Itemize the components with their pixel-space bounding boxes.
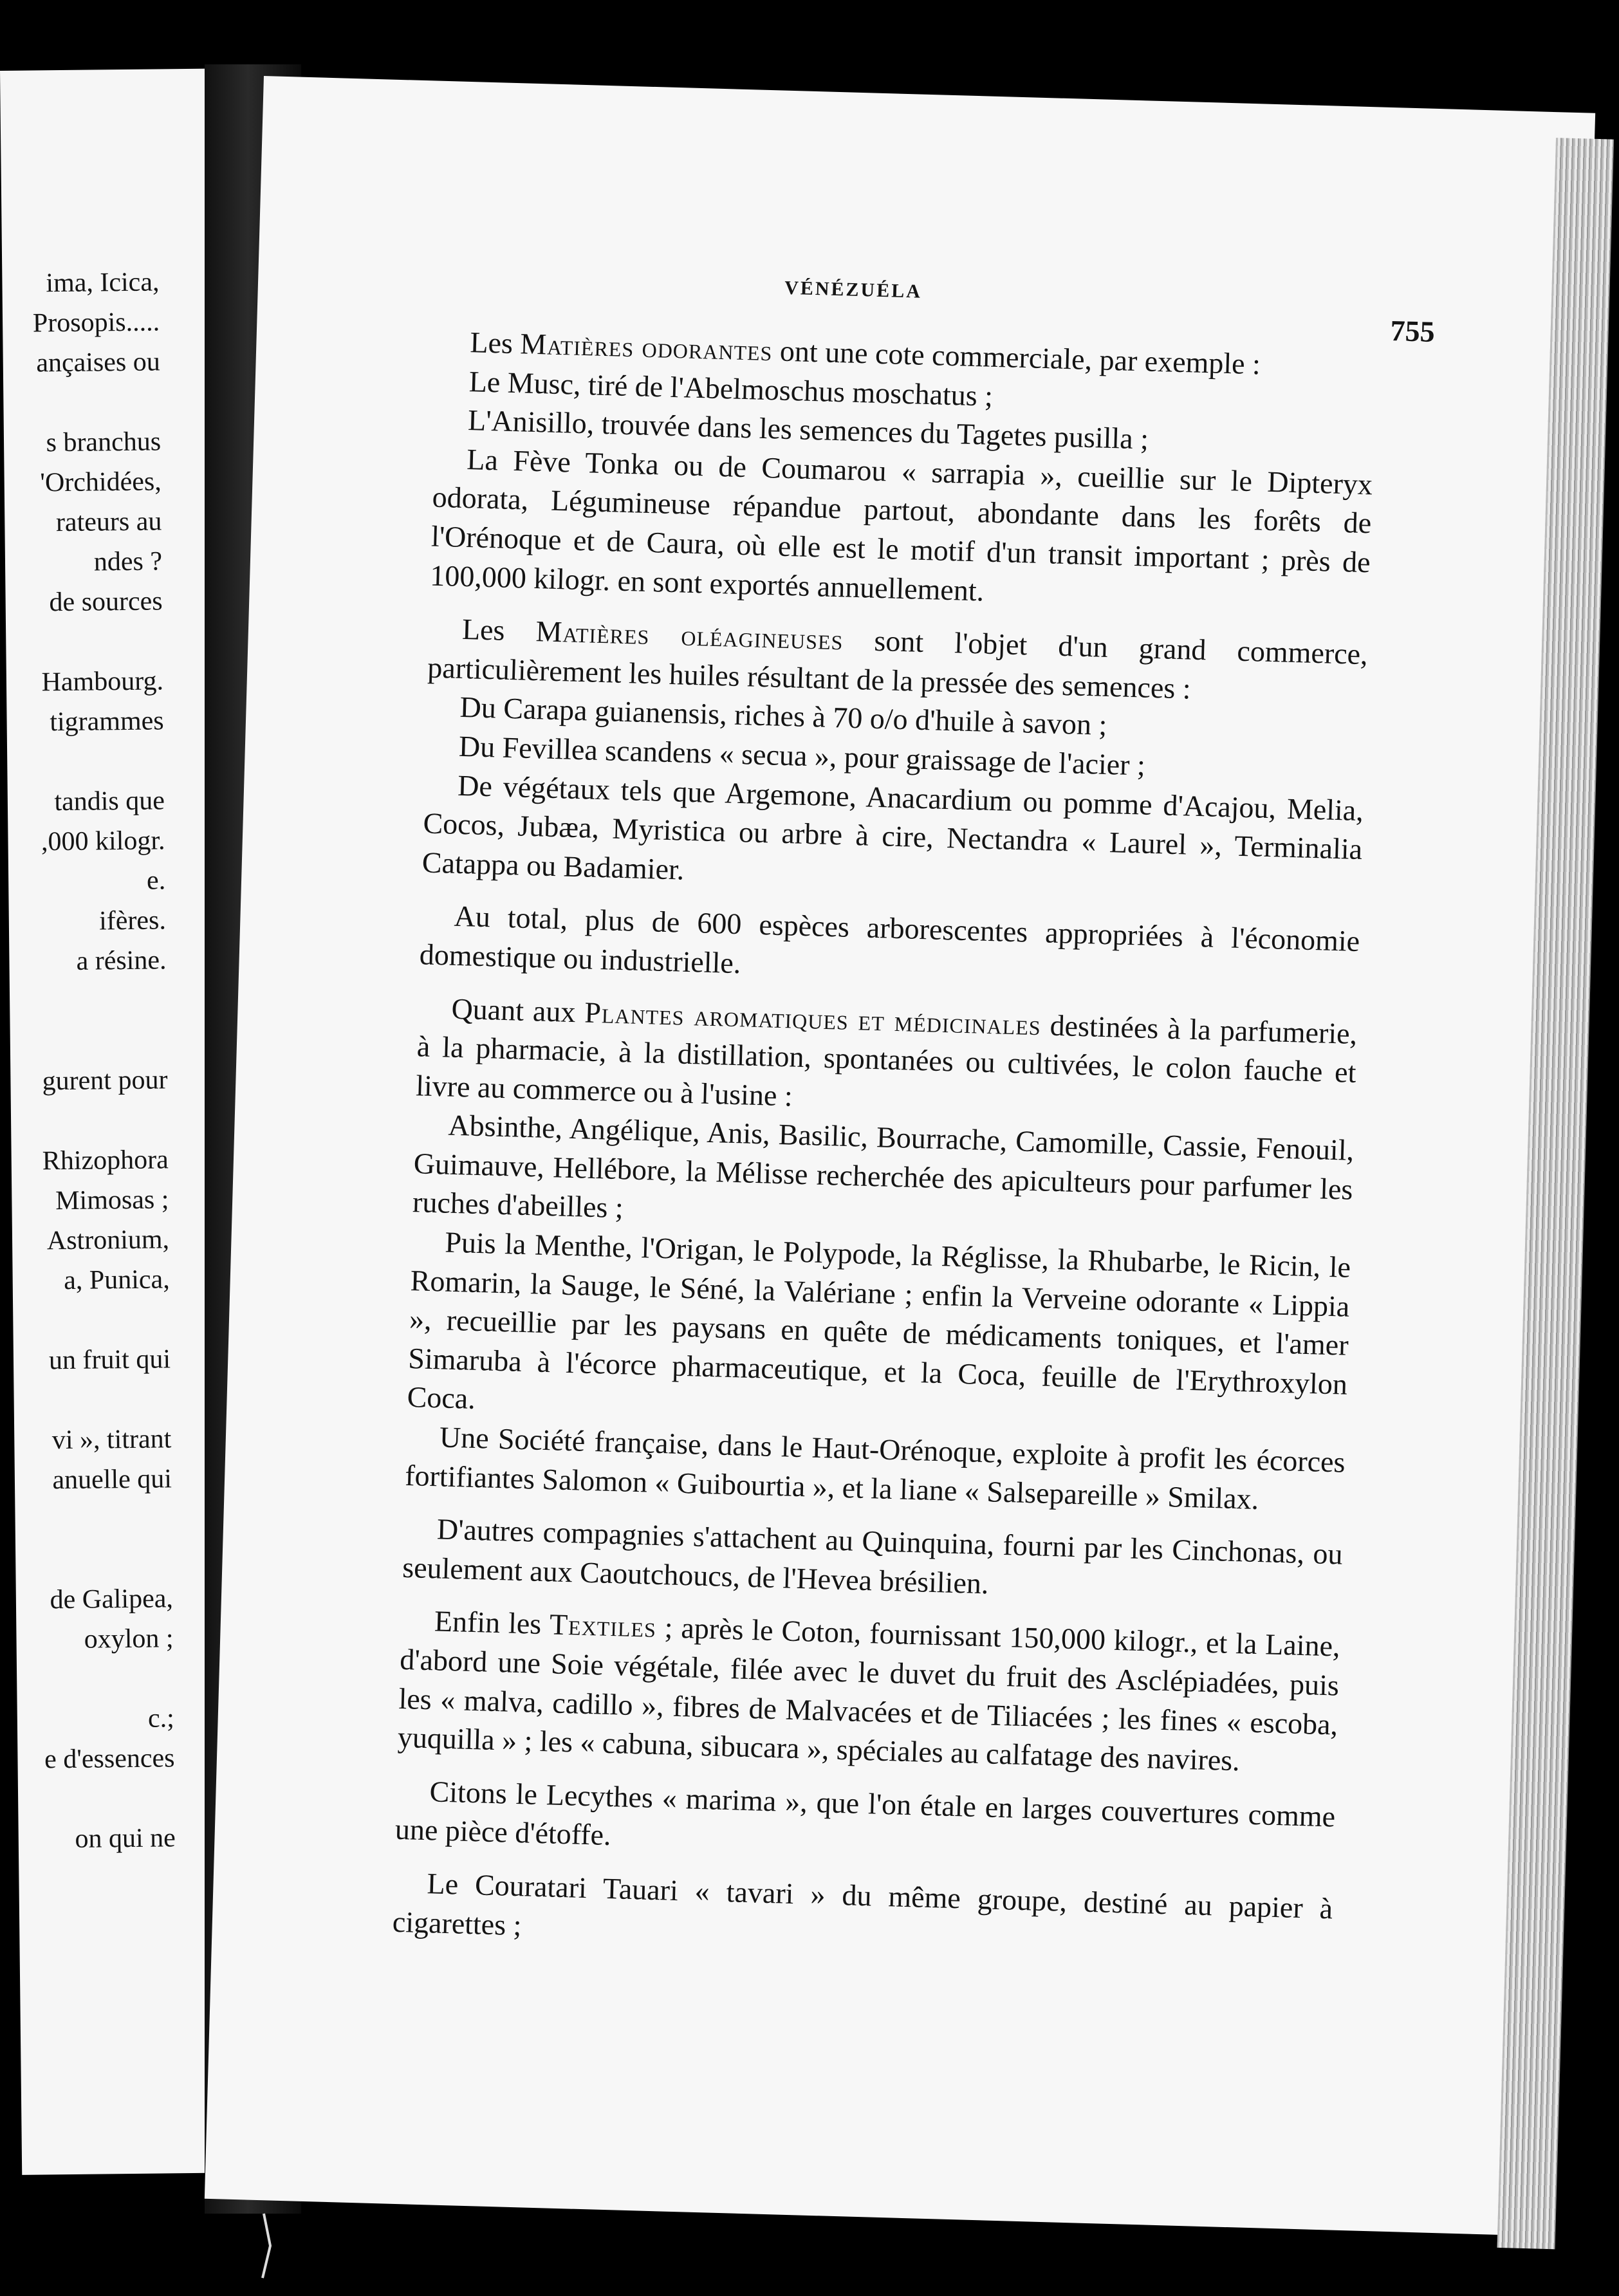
- left-page-line: ançaises ou: [36, 347, 160, 378]
- main-page: [205, 76, 1595, 2236]
- left-page-line: [0, 1020, 167, 1062]
- left-page-line: oxylon ;: [84, 1624, 174, 1654]
- smallcaps-term: Textiles: [549, 1607, 657, 1644]
- left-page-line: a, Punica,: [63, 1264, 170, 1296]
- paragraph: De végétaux tels que Argemone, Anacardium ou pomme d'Acajou, Melia, Cocos, Jubæa, Myristica ou arbre à cire, Nectandra « Laurel », Terminalia Catappa ou Badamier.: [421, 768, 1364, 886]
- page-number: 755: [1389, 314, 1436, 348]
- left-page-line: [0, 741, 165, 783]
- paragraph: Citons le Lecythes « marima », que l'on étale en larges couvertures comme une pièce d'étoffe.: [394, 1775, 1336, 1852]
- paragraph-text: ; après le Coton, fournissant 150,000 kilogr., et la Laine, d'abord une Soie végétale, filée avec le duvet du fruit des Asclépiadées, puis les « malva, cadillo », fibres de Malvacées et de Tiliacées ; les fines « escoba, yuquilla » ; les « cabuna, sibucara », spéciales au calfatage des navires.: [397, 1611, 1341, 1777]
- left-page-line: de Galipea,: [50, 1584, 174, 1615]
- paragraph: Puis la Menthe, l'Origan, le Polypode, la Réglisse, la Rhubarbe, le Ricin, le Romarin, la Sauge, le Séné, la Valériane ; enfin la Verveine odorante « Lippia », recueillie par les paysans en quête de médicaments toniques, et l'amer Simaruba à l'écorce pharmaceutique, et la Coca, feuille de l'Erythroxylon Coca.: [407, 1225, 1351, 1416]
- running-head: VÉNÉZUÉLA: [784, 277, 923, 302]
- left-page-line: ima, Icica,: [46, 267, 160, 299]
- left-page-line: [0, 1658, 174, 1701]
- left-page-line: [0, 382, 161, 424]
- paragraph-text: ont une cote commerciale, par exemple :: [772, 334, 1261, 381]
- paragraph-text: sont l'objet d'un grand commerce, particulièrement les huiles résultant de la pressée des semences :: [427, 623, 1369, 705]
- left-page-line: ,000 kilogr.: [41, 826, 165, 857]
- left-page-line: [0, 1100, 168, 1142]
- left-page-line: un fruit qui: [48, 1344, 171, 1376]
- left-page-line: [0, 621, 163, 663]
- paragraph: Le Couratari Tauari « tavari » du même groupe, destiné au papier à cigarettes ;: [392, 1867, 1333, 1941]
- left-page-line: ndes ?: [93, 546, 163, 577]
- left-page-line: a résine.: [76, 945, 167, 976]
- page-body: [392, 322, 1376, 1968]
- left-page-line: 'Orchidées,: [40, 467, 162, 498]
- left-page-line: [0, 980, 167, 1023]
- left-page-line: gurent pour: [42, 1065, 168, 1097]
- paragraph: Du Carapa guianensis, riches à 70 o/o d'huile à savon ;: [459, 690, 1108, 742]
- left-page-line: Mimosas ;: [55, 1185, 169, 1216]
- paragraph: Absinthe, Angélique, Anis, Basilic, Bourrache, Camomille, Cassie, Fenouil, Guimauve, Hellébore, la Mélisse recherchée des apiculteurs pour parfumer les ruches d'abeilles ;: [412, 1108, 1355, 1225]
- left-page-line: [0, 1299, 171, 1342]
- left-page-line: c.;: [147, 1703, 175, 1734]
- left-page-line: Astronium,: [46, 1225, 170, 1256]
- left-page-line: on qui ne: [75, 1823, 176, 1854]
- paragraph: Une Société française, dans le Haut-Orénoque, exploite à profit les écorces fortifiantes Salomon « Guibourtia », et la liane « Salsepareille » Smilax.: [404, 1420, 1346, 1515]
- smallcaps-term: Matières odorantes: [519, 327, 773, 367]
- paragraph: L'Anisillo, trouvée dans les semences du Tagetes pusilla ;: [467, 403, 1149, 456]
- left-page-line: Hambourg.: [41, 666, 164, 698]
- paragraph-text: Quant aux: [450, 992, 586, 1028]
- left-page-line: s branchus: [46, 427, 162, 458]
- left-page-line: [0, 1778, 175, 1820]
- left-page-line: vi », titrant: [51, 1424, 172, 1456]
- left-page-line: tigrammes: [50, 706, 164, 737]
- left-page-line: [0, 1539, 173, 1581]
- left-page-line: [0, 1379, 171, 1421]
- paragraph-text: destinées à la parfumerie, à la pharmacie, à la distillation, spontanées ou cultivées, le colon fauche et livre au commerce ou à l'usine :: [415, 1008, 1358, 1113]
- paragraph: Au total, plus de 600 espèces arborescentes appropriées à l'économie domestique ou industrielle.: [419, 900, 1360, 980]
- left-page-line: tandis que: [54, 786, 165, 817]
- left-page-line: e d'essences: [44, 1743, 175, 1775]
- paragraph: [397, 1601, 1340, 1783]
- left-page-line: de sources: [49, 586, 163, 618]
- paragraph: Le Musc, tiré de l'Abelmoschus moschatus ;: [468, 364, 994, 412]
- left-page-line: rateurs au: [55, 506, 162, 538]
- left-page-line: [0, 1499, 172, 1541]
- paragraph-text: Enfin les: [434, 1604, 550, 1641]
- left-page-line: Rhizophora: [42, 1145, 169, 1176]
- left-page-line: anuelle qui: [52, 1464, 172, 1495]
- left-page-line: Prosopis.....: [32, 307, 160, 338]
- paragraph: D'autres compagnies s'attachent au Quinquina, fourni par les Cinchonas, ou seulement aux Caoutchoucs, de l'Hevea brésilien.: [402, 1512, 1344, 1600]
- page-stack-edge: [1497, 138, 1614, 2249]
- smallcaps-term: Plantes aromatiques et médicinales: [584, 995, 1042, 1041]
- paragraph: La Fève Tonka ou de Coumarou « sarrapia », cueillie sur le Dipteryx odorata, Légumineuse répandue partout, abondante dans les forêts de l'Orénoque et de Caura, où elle est le motif d'un transit important ; près de 100,000 kilogr. en sont exportés annuellement.: [429, 442, 1373, 607]
- paragraph-text: Les: [461, 613, 537, 648]
- left-page-line: ifères.: [98, 905, 167, 936]
- smallcaps-term: Matières oléagineuses: [535, 615, 844, 656]
- left-page-text: [0, 262, 176, 1860]
- paragraph-text: Les: [469, 326, 521, 360]
- scan-mark: [257, 2207, 283, 2284]
- paragraph: Du Fevillea scandens « secua », pour graissage de l'acier ;: [458, 729, 1146, 782]
- left-page-line: e.: [146, 866, 166, 896]
